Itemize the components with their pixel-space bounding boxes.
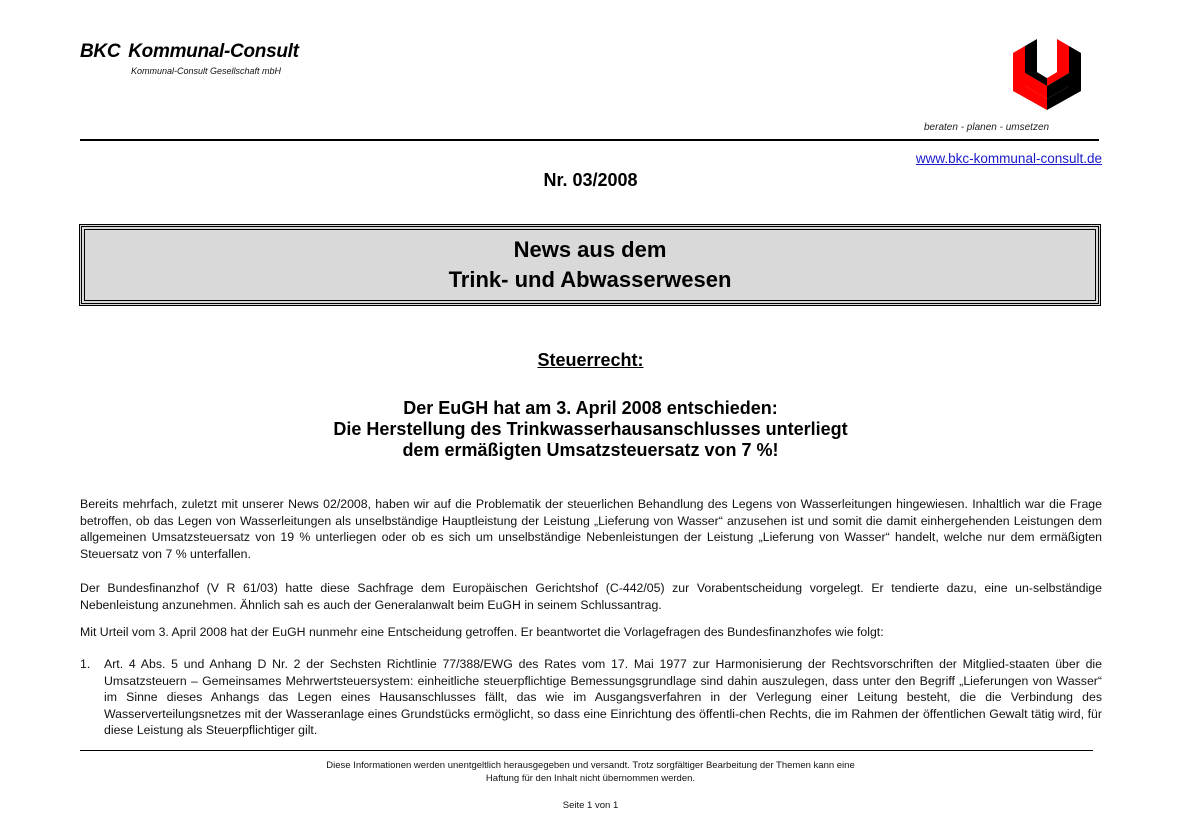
title-line-2: Trink- und Abwasserwesen <box>448 267 732 292</box>
footer-disclaimer <box>0 759 1181 785</box>
list-item <box>80 656 1102 739</box>
paragraph: Der Bundesfinanzhof (V R 61/03) hatte diese Sachfrage dem Europäischen Gerichtshof (C-442/05) zur Vorabentscheidung vorgelegt. Er tendierte dazu, eine un-selbständige Nebenleistung anzunehmen. Ähnlich sah es auch der Generalanwalt beim EuGH in seinem Schlussantrag. <box>80 581 1102 612</box>
headline-line-2: Die Herstellung des Trinkwasserhausanschlusses unterliegt <box>333 419 848 439</box>
list-number: 1. <box>80 657 91 671</box>
page-number: Seite 1 von 1 <box>562 800 619 811</box>
issue-number: Nr. 03/2008 <box>543 170 638 190</box>
headline-line-3: dem ermäßigten Umsatzsteuersatz von 7 %! <box>402 440 779 460</box>
disclaimer-line-1: Diese Informationen werden unentgeltlich herausgegeben und versandt. Trotz sorgfältiger Bearbeitung der Themen kann eine <box>326 760 855 771</box>
list-text: Art. 4 Abs. 5 und Anhang D Nr. 2 der Sechsten Richtlinie 77/388/EWG des Rates vom 17. Mai 1977 zur Harmonisierung der Rechtsvorschriften der Mitglied-staaten über die Umsatzsteuern – Gemeinsames Mehrwertsteuersystem: einheitliche steuerpflichtige Bemessungsgrundlage sind dahin auszulegen, dass unter den Begriff „Lieferungen von Wasser“ im Sinne dieses Anhangs das Legen eines Hausanschlusses fällt, das wie im Ausgangsverfahren in der Verlegung einer Leitung besteht, die die Verbindung des Wasserverteilungsnetzes mit der Wasseranlage eines Grundstücks ermöglicht, so dass eine Einrichtung des öffentli-chen Rechts, die im Rahmen der öffentlichen Gewalt tätig wird, für diese Leistung als Steuerpflichtiger gilt. <box>104 657 1102 737</box>
title-box-inner <box>84 229 1096 301</box>
paragraph: Mit Urteil vom 3. April 2008 hat der EuGH nunmehr eine Entscheidung getroffen. Er beantwortet die Vorlagefragen des Bundesfinanzhofes wie folgt: <box>80 625 884 639</box>
headline <box>0 398 1181 461</box>
section-title: Steuerrecht: <box>537 350 644 370</box>
slogan: beraten - planen - umsetzen <box>924 122 1050 133</box>
title-line-1: News aus dem <box>513 237 667 262</box>
brand-name: BKC Kommunal-Consult <box>80 41 299 62</box>
headline-line-1: Der EuGH hat am 3. April 2008 entschieden: <box>403 398 778 418</box>
bkc-cube-logo-icon <box>1011 39 1083 111</box>
title-box <box>79 224 1101 306</box>
footer-divider <box>80 750 1093 751</box>
brand-subtitle: Kommunal-Consult Gesellschaft mbH <box>131 66 282 76</box>
paragraph: Bereits mehrfach, zuletzt mit unserer News 02/2008, haben wir auf die Problematik der steuerlichen Behandlung des Legens von Wasserleitungen hingewiesen. Inhaltlich war die Frage betroffen, ob das Legen von Wasserleitungen als unselbständige Hauptleistung der Leistung „Lieferung von Wasser“ anzusehen ist und somit die damit einhergehenden Leistungen dem allgemeinen Umsatzsteuersatz von 19 % unterliegen oder ob es sich um unselbständige Nebenleistungen der Leistung „Lieferung von Wasser“ handelt, welche nur dem ermäßigten Steuersatz von 7 % unterfallen. <box>80 497 1102 561</box>
header-divider <box>80 139 1099 141</box>
disclaimer-line-2: Haftung für den Inhalt nicht übernommen werden. <box>485 773 696 784</box>
website-link[interactable]: www.bkc-kommunal-consult.de <box>915 151 1102 166</box>
